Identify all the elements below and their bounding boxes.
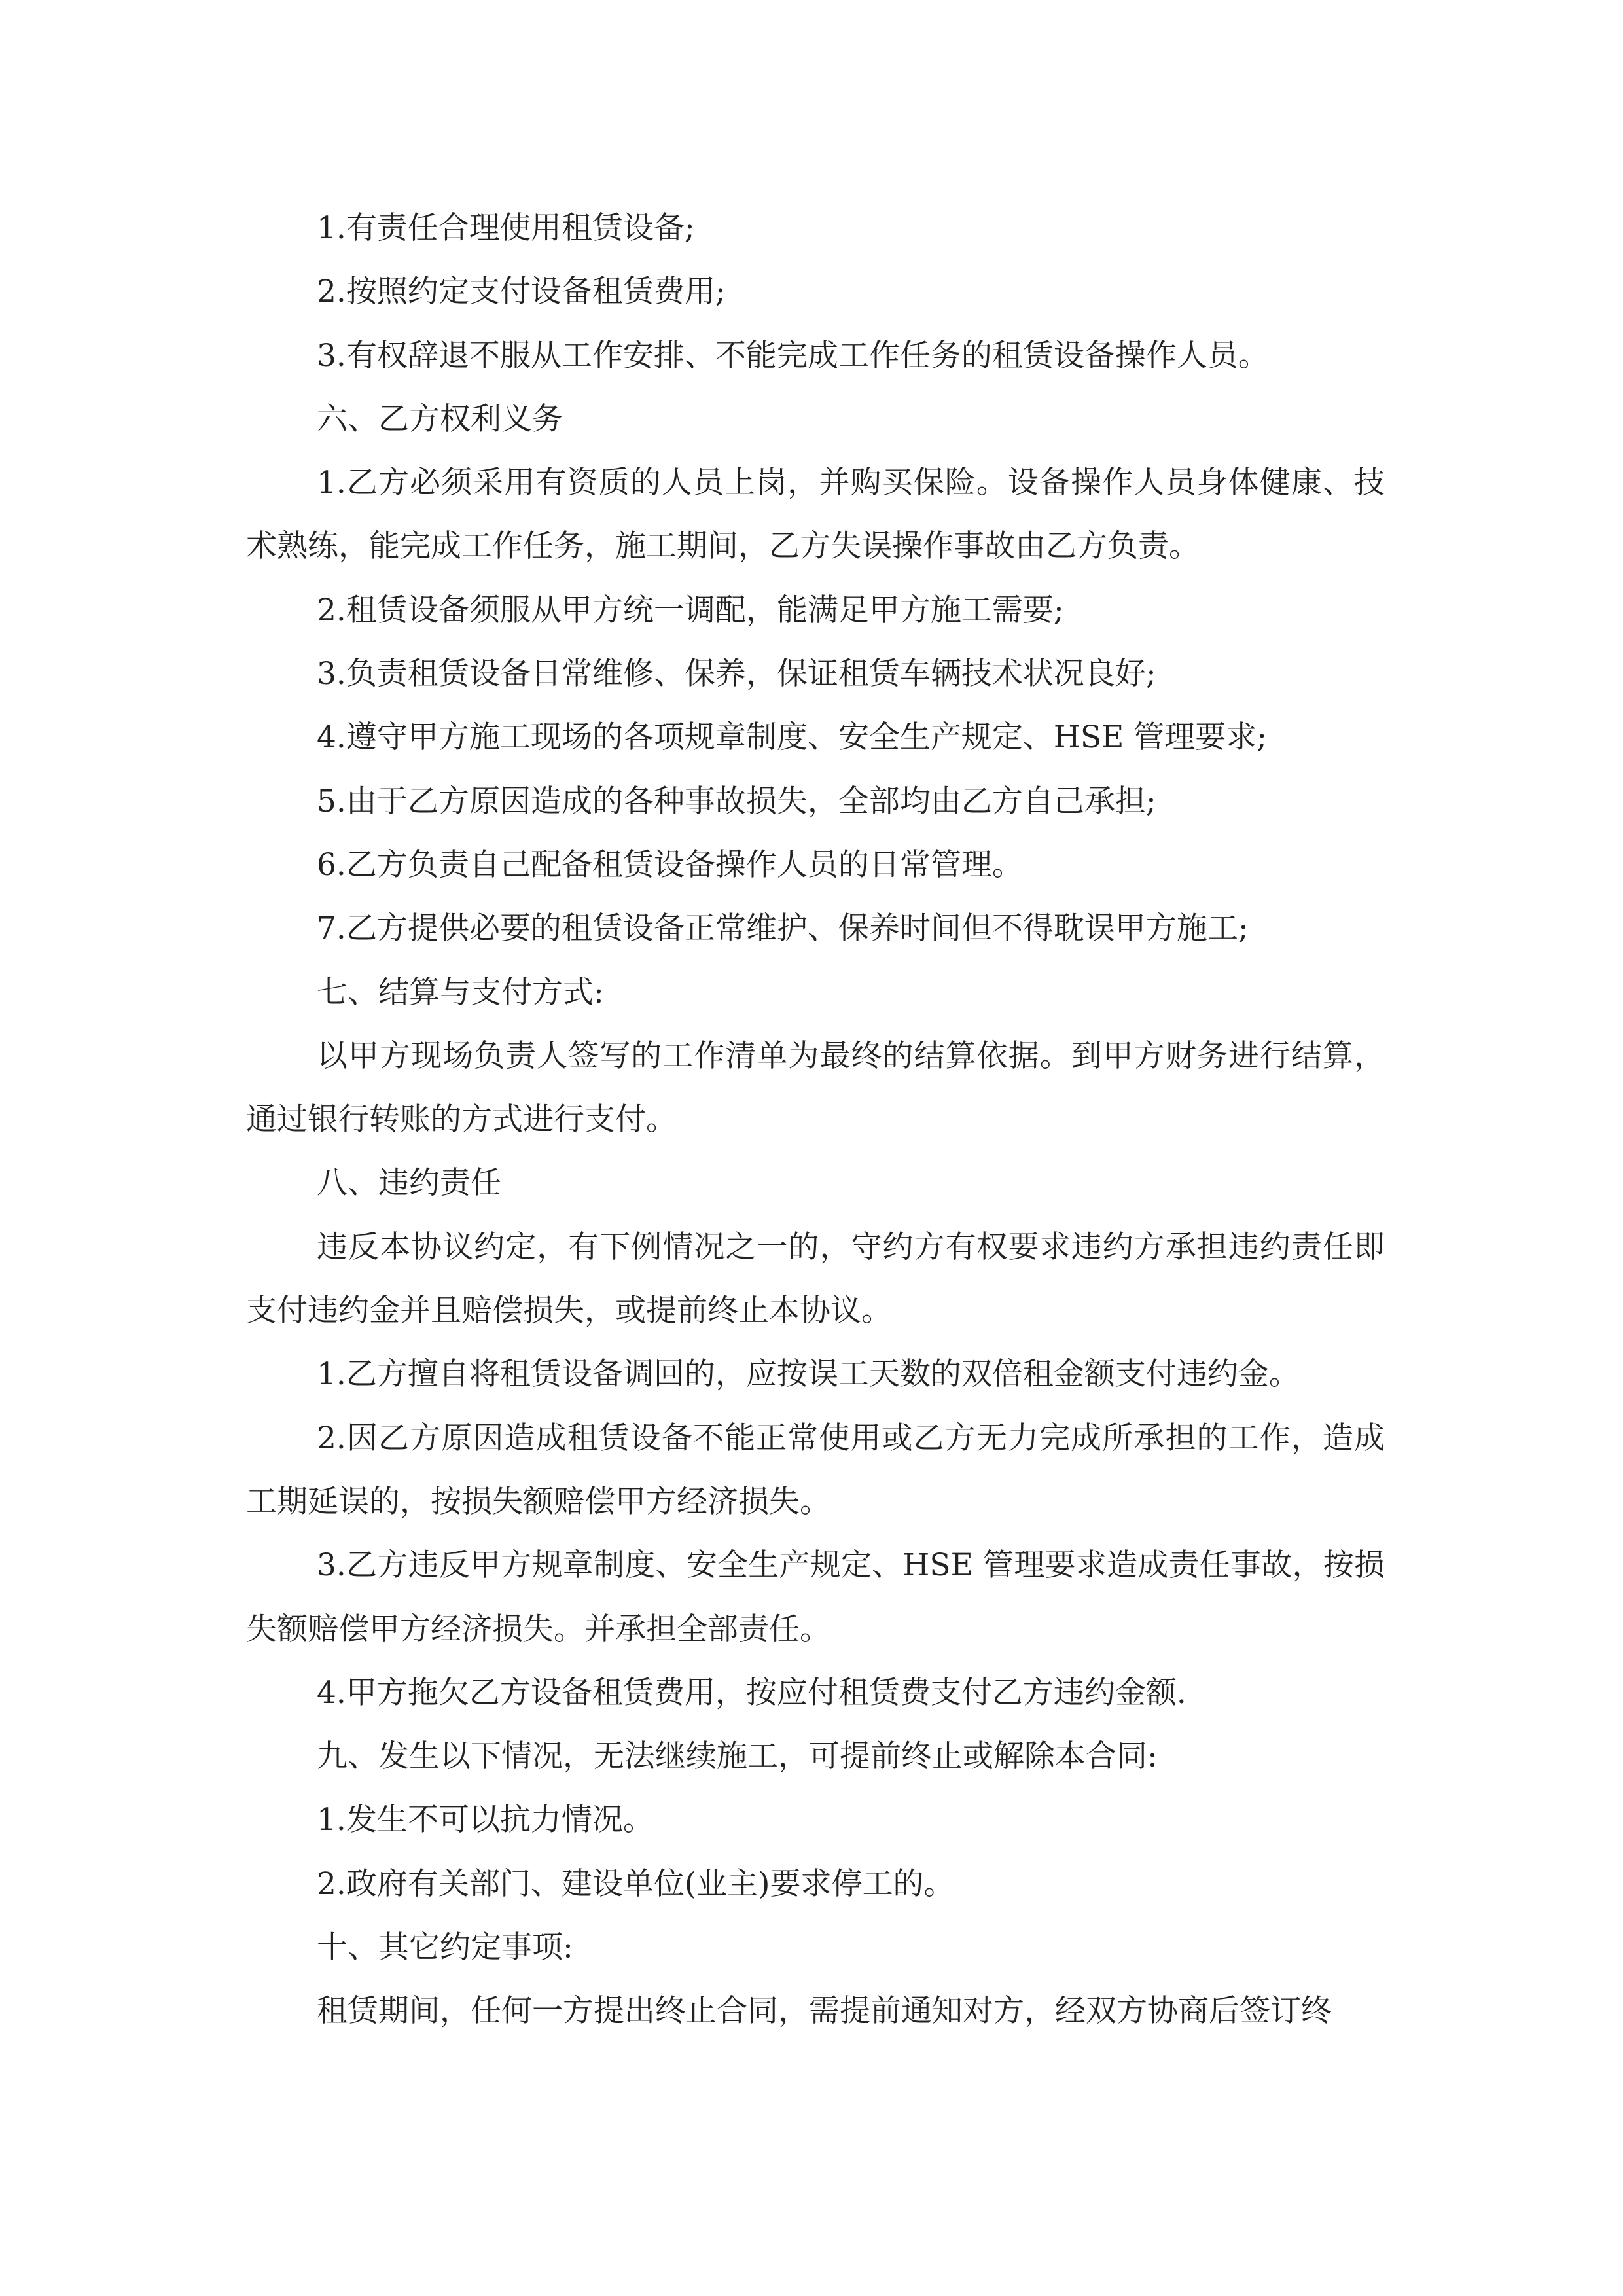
clause-jia-3: 3.有权辞退不服从工作安排、不能完成工作任务的租赁设备操作人员。 (317, 337, 1269, 374)
contract-body (246, 196, 1385, 2043)
clause-jia-1: 1.有责任合理使用租赁设备; (317, 210, 695, 246)
clause-yi-6: 6.乙方负责自己配备租赁设备操作人员的日常管理。 (317, 846, 1023, 883)
breach-clause-3: 3.乙方违反甲方规章制度、安全生产规定、HSE 管理要求造成责任事故，按损失额赔偿甲方经济损失。并承担全部责任。 (246, 1547, 1385, 1647)
section-heading-10: 十、其它约定事项: (317, 1929, 573, 1966)
clause-yi-2: 2.租赁设备须服从甲方统一调配，能满足甲方施工需要; (317, 592, 1064, 628)
termination-clause-2: 2.政府有关部门、建设单位(业主)要求停工的。 (317, 1865, 955, 1902)
termination-clause-1: 1.发生不可以抗力情况。 (317, 1802, 654, 1839)
clause-yi-3: 3.负责租赁设备日常维修、保养，保证租赁车辆技术状况良好; (317, 656, 1156, 692)
section-heading-6: 六、乙方权利义务 (317, 401, 563, 437)
breach-clause-4: 4.甲方拖欠乙方设备租赁费用，按应付租赁费支付乙方违约金额. (317, 1674, 1186, 1711)
breach-clause-1: 1.乙方擅自将租赁设备调回的，应按误工天数的双倍租金额支付违约金。 (317, 1356, 1300, 1393)
clause-yi-7: 7.乙方提供必要的租赁设备正常维护、保养时间但不得耽误甲方施工; (317, 910, 1249, 947)
section-heading-7: 七、结算与支付方式: (317, 974, 604, 1011)
breach-clause-2: 2.因乙方原因造成租赁设备不能正常使用或乙方无力完成所承担的工作，造成工期延误的，按损失额赔偿甲方经济损失。 (246, 1420, 1385, 1520)
clause-yi-1: 1.乙方必须采用有资质的人员上岗，并购买保险。设备操作人员身体健康、技术熟练，能完成工作任务，施工期间，乙方失误操作事故由乙方负责。 (246, 465, 1385, 565)
section-heading-8: 八、违约责任 (317, 1165, 501, 1202)
section-heading-9: 九、发生以下情况，无法继续施工，可提前终止或解除本合同: (317, 1738, 1158, 1775)
settlement-paragraph: 以甲方现场负责人签写的工作清单为最终的结算依据。到甲方财务进行结算，通过银行转账的方式进行支付。 (246, 1037, 1385, 1138)
clause-yi-4: 4.遵守甲方施工现场的各项规章制度、安全生产规定、HSE 管理要求; (317, 719, 1268, 756)
clause-yi-5: 5.由于乙方原因造成的各种事故损失，全部均由乙方自己承担; (317, 783, 1156, 819)
other-terms-paragraph: 租赁期间，任何一方提出终止合同，需提前通知对方，经双方协商后签订终 (317, 1993, 1332, 2030)
breach-intro-paragraph: 违反本协议约定，有下例情况之一的，守约方有权要求违约方承担违约责任即支付违约金并且赔偿损失，或提前终止本协议。 (246, 1229, 1385, 1329)
clause-jia-2: 2.按照约定支付设备租赁费用; (317, 274, 726, 310)
